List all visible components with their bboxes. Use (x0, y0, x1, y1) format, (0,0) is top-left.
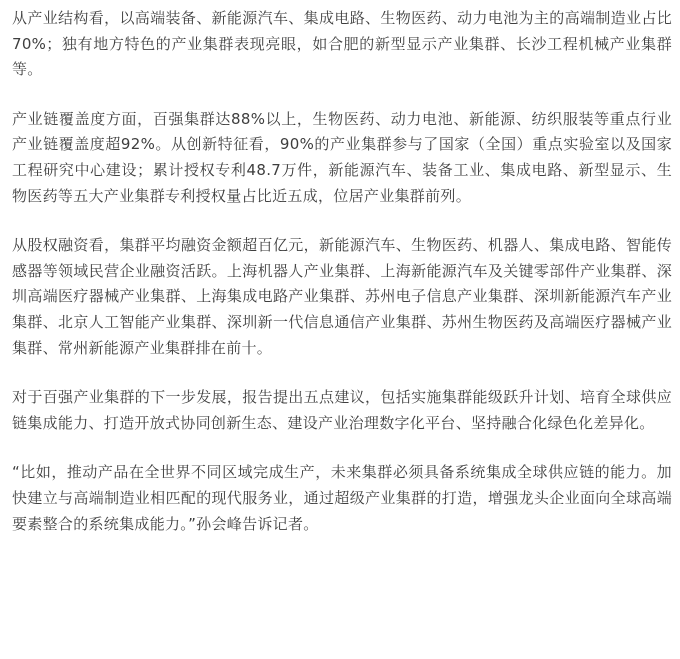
article-body (12, 6, 672, 537)
paragraph-chain-coverage: 产业链覆盖度方面，百强集群达88%以上，生物医药、动力电池、新能源、纺织服装等重点行业产业链覆盖度超92%。从创新特征看，90%的产业集群参与了国家（全国）重点实验室以及国家工程研究中心建设；累计授权专利48.7万件，新能源汽车、装备工业、集成电路、新型显示、生物医药等五大产业集群专利授权量占比近五成，位居产业集群前列。 (12, 109, 672, 205)
paragraph-quote: “比如，推动产品在全世界不同区域完成生产，未来集群必须具备系统集成全球供应链的能力。加快建立与高端制造业相匹配的现代服务业，通过超级产业集群的打造，增强龙头企业面向全球高端要素整合的系统集成能力。”孙会峰告诉记者。 (12, 463, 672, 533)
paragraph-recommendations: 对于百强产业集群的下一步发展，报告提出五点建议，包括实施集群能级跃升计划、培育全球供应链集成能力、打造开放式协同创新生态、建设产业治理数字化平台、坚持融合化绿色化差异化。 (12, 388, 672, 432)
paragraph-equity-financing: 从股权融资看，集群平均融资金额超百亿元，新能源汽车、生物医药、机器人、集成电路、智能传感器等领域民营企业融资活跃。上海机器人产业集群、上海新能源汽车及关键零部件产业集群、深圳高端医疗器械产业集群、上海集成电路产业集群、苏州电子信息产业集群、深圳新能源汽车产业集群、北京人工智能产业集群、深圳新一代信息通信产业集群、苏州生物医药及高端医疗器械产业集群、常州新能源产业集群排在前十。 (12, 236, 672, 357)
paragraph-industry-structure: 从产业结构看，以高端装备、新能源汽车、集成电路、生物医药、动力电池为主的高端制造业占比70%；独有地方特色的产业集群表现亮眼，如合肥的新型显示产业集群、长沙工程机械产业集群等。 (12, 9, 672, 79)
